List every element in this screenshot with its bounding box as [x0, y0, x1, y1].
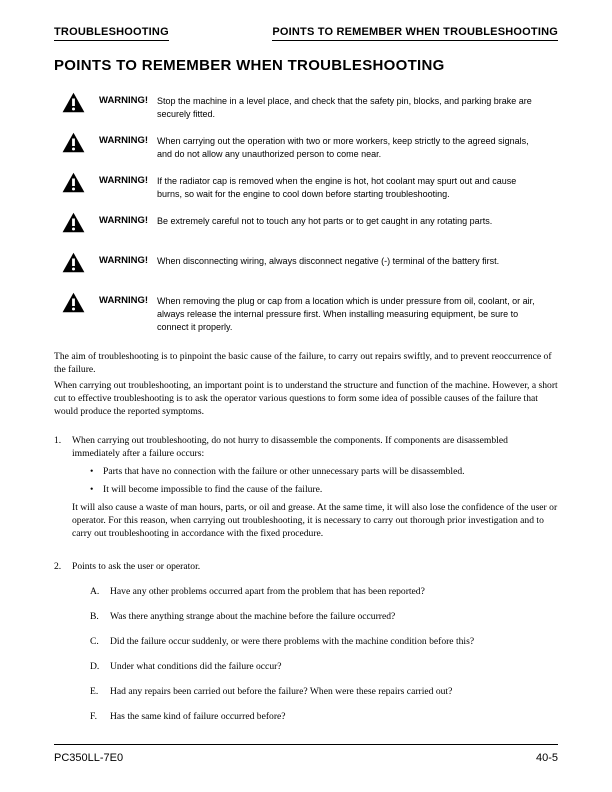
- warning-text: When carrying out the operation with two or more workers, keep strictly to the agreed signals, and do not allow any unauthorized person to come near.: [157, 136, 529, 159]
- question-item: [90, 685, 558, 698]
- warning-label: WARNING!: [99, 175, 149, 186]
- warning-item: [54, 132, 558, 172]
- page-title: POINTS TO REMEMBER WHEN TROUBLESHOOTING: [54, 57, 445, 74]
- question-letter: D.: [90, 661, 100, 672]
- item-body: [72, 560, 558, 735]
- item-number: 1.: [54, 435, 62, 446]
- warnings-section: [54, 92, 558, 334]
- intro-paragraph: The aim of troubleshooting is to pinpoint the basic cause of the failure, to carry out repairs swiftly, and to prevent reoccurrence of the failure.: [54, 351, 552, 375]
- warning-triangle-icon: [62, 292, 85, 313]
- question-text: Did the failure occur suddenly, or were there problems with the machine condition before this?: [110, 636, 475, 647]
- question-item: [90, 635, 558, 648]
- warning-label: WARNING!: [99, 215, 149, 226]
- numbered-item-2: [54, 560, 558, 735]
- warning-text: If the radiator cap is removed when the engine is hot, hot coolant may spurt out and cause burns, so wait for the engine to cool down before starting troubleshooting.: [157, 176, 517, 199]
- question-letter: F.: [90, 711, 97, 722]
- page-header: [54, 26, 558, 41]
- warning-label: WARNING!: [99, 255, 149, 266]
- header-section-title: TROUBLESHOOTING: [54, 26, 169, 41]
- question-text: Has the same kind of failure occurred before?: [110, 711, 286, 722]
- header-topic-title: POINTS TO REMEMBER WHEN TROUBLESHOOTING: [272, 26, 558, 41]
- warning-triangle-icon: [62, 92, 85, 113]
- question-list: [90, 585, 558, 723]
- warning-label: WARNING!: [99, 95, 149, 106]
- question-item: [90, 660, 558, 673]
- item-continuation: It will also cause a waste of man hours, parts, or oil and grease. At the same time, it will also lose the confidence of the user or operator. For this reason, when carrying out troubleshooting, it is necessary to carry out thorough prior investigation and to carry out troubleshooting in accordance with the fixed procedure.: [72, 502, 558, 539]
- bullet-marker: •: [90, 484, 94, 495]
- bullet-text: It will become impossible to find the cause of the failure.: [103, 484, 323, 495]
- warning-text: Be extremely careful not to touch any hot parts or to get caught in any rotating parts.: [157, 216, 493, 226]
- warning-label: WARNING!: [99, 135, 149, 146]
- warning-triangle-icon: [62, 132, 85, 153]
- warning-text: When removing the plug or cap from a location which is under pressure from oil, coolant, or air, always release the internal pressure first. When installing measuring equipment, be sure to connect it properly.: [157, 296, 535, 332]
- question-text: Have any other problems occurred apart from the problem that has been reported?: [110, 586, 425, 597]
- item-text: When carrying out troubleshooting, do not hurry to disassemble the components. If components are disassembled immediately after a failure occurs:: [72, 435, 508, 459]
- warning-text: When disconnecting wiring, always disconnect negative (-) terminal of the battery first.: [157, 256, 500, 266]
- question-text: Had any repairs been carried out before the failure? When were these repairs carried out?: [110, 686, 453, 697]
- question-letter: E.: [90, 686, 99, 697]
- question-text: Under what conditions did the failure occur?: [110, 661, 282, 672]
- question-item: [90, 610, 558, 623]
- question-letter: A.: [90, 586, 100, 597]
- bullet-marker: •: [90, 466, 94, 477]
- page-footer: [54, 744, 558, 764]
- warning-item: [54, 252, 558, 292]
- warning-item: [54, 212, 558, 252]
- bullet-item: [90, 465, 558, 478]
- warning-text: Stop the machine in a level place, and check that the safety pin, blocks, and parking brake are securely fitted.: [157, 96, 532, 119]
- warning-label: WARNING!: [99, 295, 149, 306]
- item-text: Points to ask the user or operator.: [72, 561, 201, 572]
- footer-page-number: 40-5: [535, 752, 558, 764]
- warning-item: [54, 92, 558, 132]
- warning-item: [54, 172, 558, 212]
- question-letter: B.: [90, 611, 99, 622]
- warning-triangle-icon: [62, 172, 85, 193]
- warning-item: [54, 292, 558, 334]
- intro-paragraph: When carrying out troubleshooting, an important point is to understand the structure and function of the machine. However, a short cut to effective troubleshooting is to ask the operator various questions to form some idea of possible causes of the failure that would produce the reported symptoms.: [54, 380, 558, 417]
- question-item: [90, 710, 558, 723]
- numbered-item-1: [54, 434, 558, 540]
- item-body: [72, 434, 558, 540]
- question-letter: C.: [90, 636, 99, 647]
- bullet-text: Parts that have no connection with the failure or other unnecessary parts will be disassembled.: [103, 466, 465, 477]
- bullet-item: [90, 483, 558, 496]
- warning-triangle-icon: [62, 252, 85, 273]
- question-item: [90, 585, 558, 598]
- item-number: 2.: [54, 561, 62, 572]
- warning-triangle-icon: [62, 212, 85, 233]
- question-text: Was there anything strange about the machine before the failure occurred?: [110, 611, 396, 622]
- footer-model-number: PC350LL-7E0: [54, 752, 124, 764]
